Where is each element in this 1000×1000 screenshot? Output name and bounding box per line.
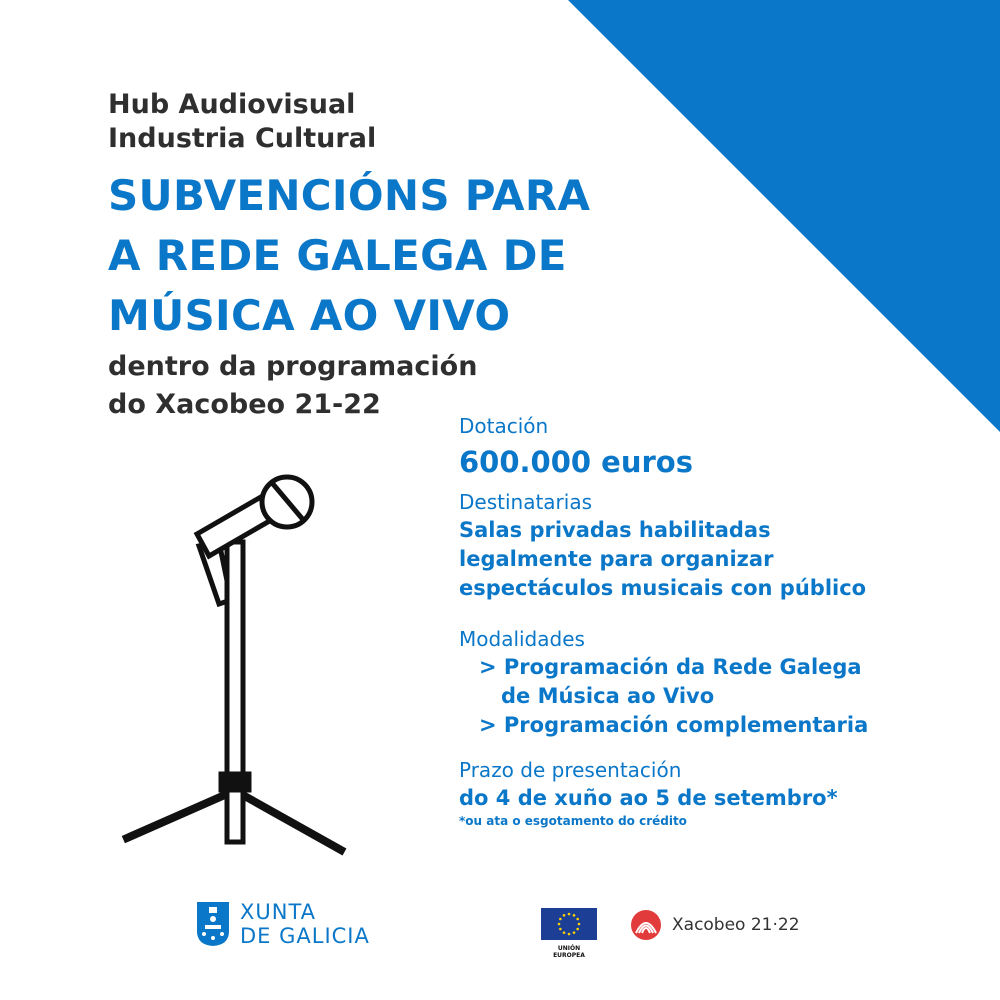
modalidades-label: Modalidades — [459, 627, 585, 651]
xunta-line-1: XUNTA — [240, 900, 317, 924]
eu-star — [563, 914, 566, 917]
eu-flag-icon — [541, 908, 597, 940]
eu-star — [563, 931, 566, 934]
destinatarias-line-3: espectáculos musicais con público — [459, 576, 867, 600]
headline-line-3: MÚSICA AO VIVO — [108, 291, 511, 340]
headline-line-1: SUBVENCIÓNS PARA — [108, 171, 591, 220]
dotacion-label: Dotación — [459, 414, 549, 438]
subline-line-2: do Xacobeo 21-22 — [108, 389, 381, 420]
eu-star — [578, 923, 581, 926]
xunta-wordmark — [240, 900, 370, 948]
xunta-line-2: DE GALICIA — [240, 924, 370, 948]
prazo-note: *ou ata o esgotamento do crédito — [459, 814, 687, 828]
destinatarias-label: Destinatarias — [459, 490, 593, 514]
prazo-label: Prazo de presentación — [459, 758, 682, 782]
eu-star — [568, 913, 571, 916]
modalidade-1-line-1: > Programación da Rede Galega — [479, 655, 862, 679]
eu-star — [576, 918, 579, 921]
destinatarias-line-1: Salas privadas habilitadas — [459, 518, 771, 542]
info-block — [459, 412, 979, 829]
header-block — [108, 88, 590, 422]
subline-line-1: dentro da programación — [108, 351, 478, 382]
headline-line-2: A REDE GALEGA DE — [108, 231, 567, 280]
eu-star — [568, 933, 571, 936]
eu-star — [559, 928, 562, 931]
modalidade-1-line-2: de Música ao Vivo — [501, 684, 715, 708]
eu-star — [573, 914, 576, 917]
xunta-shield-icon — [196, 901, 230, 947]
prazo-value: do 4 de xuño ao 5 de setembro* — [459, 786, 838, 810]
eu-star — [559, 918, 562, 921]
eu-star — [573, 931, 576, 934]
eu-logo — [541, 908, 597, 959]
modalidade-2: > Programación complementaria — [479, 713, 869, 737]
kicker-line-1: Hub Audiovisual — [108, 89, 356, 120]
xacobeo-wordmark: Xacobeo 21·22 — [672, 915, 800, 935]
destinatarias-line-2: legalmente para organizar — [459, 547, 774, 571]
eu-label: UNIÓN EUROPEA — [553, 945, 585, 959]
eu-star — [558, 923, 561, 926]
xacobeo-shell-icon — [630, 909, 662, 941]
xunta-logo — [196, 900, 370, 948]
headline — [108, 166, 590, 346]
dotacion-value: 600.000 euros — [459, 445, 693, 479]
eu-star — [576, 928, 579, 931]
xacobeo-logo — [630, 909, 800, 941]
kicker-line-2: Industria Cultural — [108, 123, 377, 154]
microphone-stand-icon — [115, 462, 355, 857]
